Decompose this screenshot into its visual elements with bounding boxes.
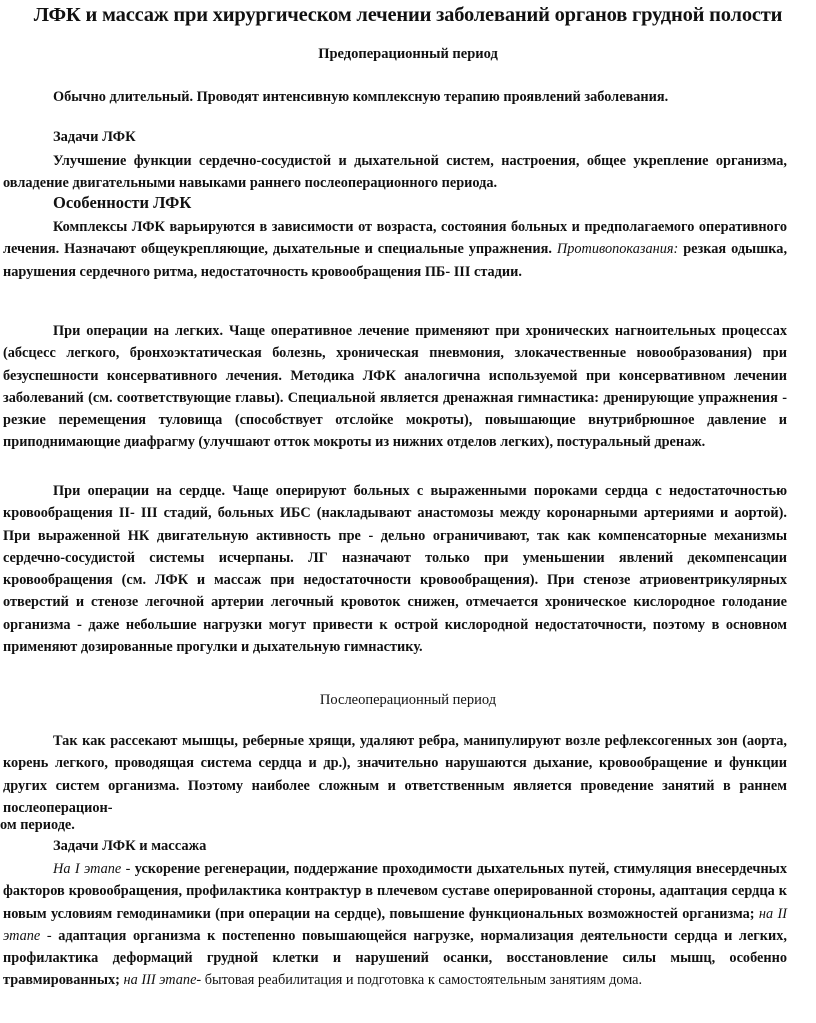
stage1-text: ускорение регенерации, поддержание проходимости дыхательных путей, стимуляция внесердечных факторов кровообращения, профилактика контрактур в плечевом суставе оперированной стороны, адаптация сердца к новым условиям гемодинамики (при операции на сердце), повышение функциональных возможностей организма; <box>3 861 787 922</box>
preop-features-heading: Особенности ЛФК <box>53 193 192 212</box>
preop-features-text: Комплексы ЛФК варьируются в зависимости от возраста, состояния больных и предполагаемого оперативного лечения. Назначают общеукрепляющие, дыхательные и специальные упражнения. <box>3 219 787 258</box>
document-title: ЛФК и массаж при хирургическом лечении заболеваний органов грудной полости <box>33 4 783 26</box>
stage3-text: бытовая реабилитация и подготовка к самостоятельным занятиям дома. <box>204 972 643 989</box>
preop-intro: Обычно длительный. Проводят интенсивную комплексную терапию проявлений заболевания. <box>53 89 669 105</box>
postop-intro: Так как рассекают мышцы, реберные хрящи, удаляют ребра, манипулируют возле рефлексогенных зон (аорта, корень легкого, проводящая система сердца и др.), значительно нарушаются дыхание, кровообращение и функции других систем организма. Поэтому наиболее сложным и ответственным является проведение занятий в раннем послеоперацион- <box>3 733 787 816</box>
preop-heading: Предоперационный период <box>318 46 498 62</box>
heart-paragraph <box>3 480 787 658</box>
contraindications-text: резкая одышка, нарушения сердечного ритма, недостаточность кровообращения ПБ- III стадии. <box>3 241 788 280</box>
heart-text: Чаще оперируют больных с выраженными пороками сердца с недостаточностью кровообращения II- III стадий, больных ИБС (накладывают анастомозы между коронарными артериями и аортой). При выраженной НК двигательную активность пре - дельно ограничивают, так как компенсаторные механизмы сердечно-сосудистой системы исчерпаны. ЛГ назначают только при уменьшении явлений декомпенсации кровообращения (см. ЛФК и массаж при недостаточности кровообращения). При стенозе атриовентрикулярных отверстий и стенозе легочной артерии легочный кровоток снижен, отмечается хроническое кислородное голодание организма - даже небольшие нагрузки могут привести к острой кислородной недостаточности, поэтому в основном применяют дозированные прогулки и дыхательную гимнастику. <box>3 483 787 656</box>
postop-stages-paragraph <box>3 858 787 992</box>
lungs-paragraph <box>3 320 787 454</box>
stage2-text: адаптация организма к постепенно повышающейся нагрузке, нормализация деятельности сердца и легких, профилактика деформаций грудной клетки и нарушений осанки, восстановление силы мышц, особенно травмированных; <box>3 927 787 989</box>
postop-intro-end: ом периоде. <box>0 817 75 833</box>
stage3-label: на III этапе- <box>123 972 202 989</box>
postop-heading: Послеоперационный период <box>319 692 497 708</box>
preop-features-paragraph <box>3 216 787 283</box>
lungs-lead: При операции на легких. <box>53 323 224 339</box>
lungs-text: Чаще оперативное лечение применяют при хронических нагноительных процессах (абсцесс легкого, бронхоэктатическая болезнь, хроническая пневмония, злокачественные новообразования) при безуспешности консервативного лечения. Методика ЛФК аналогична используемой при консервативном лечении заболеваний (см. соответствующие главы). Специальной является дренажная гимнастика: дренирующие упражнения - резкие перемещения туловища (способствует отслойке мокроты), повышающие внутрибрюшное давление и приподнимающие диафрагму (улучшают отток мокроты из нижних отделов легких), постуральный дренаж. <box>3 323 787 451</box>
stage1-label: На I этапе - <box>53 861 131 877</box>
postop-tasks-heading: Задачи ЛФК и массажа <box>53 838 207 854</box>
preop-tasks-text: Улучшение функции сердечно-сосудистой и дыхательной систем, настроения, общее укрепление организма, овладение двигательными навыками раннего послеоперационного периода. <box>3 153 787 192</box>
preop-tasks-heading: Задачи ЛФК <box>53 129 136 145</box>
stage2-label: на II этапе - <box>3 905 787 944</box>
contraindications-label: Противопоказания: <box>556 241 679 258</box>
heart-lead: При операции на сердце. <box>53 483 226 499</box>
